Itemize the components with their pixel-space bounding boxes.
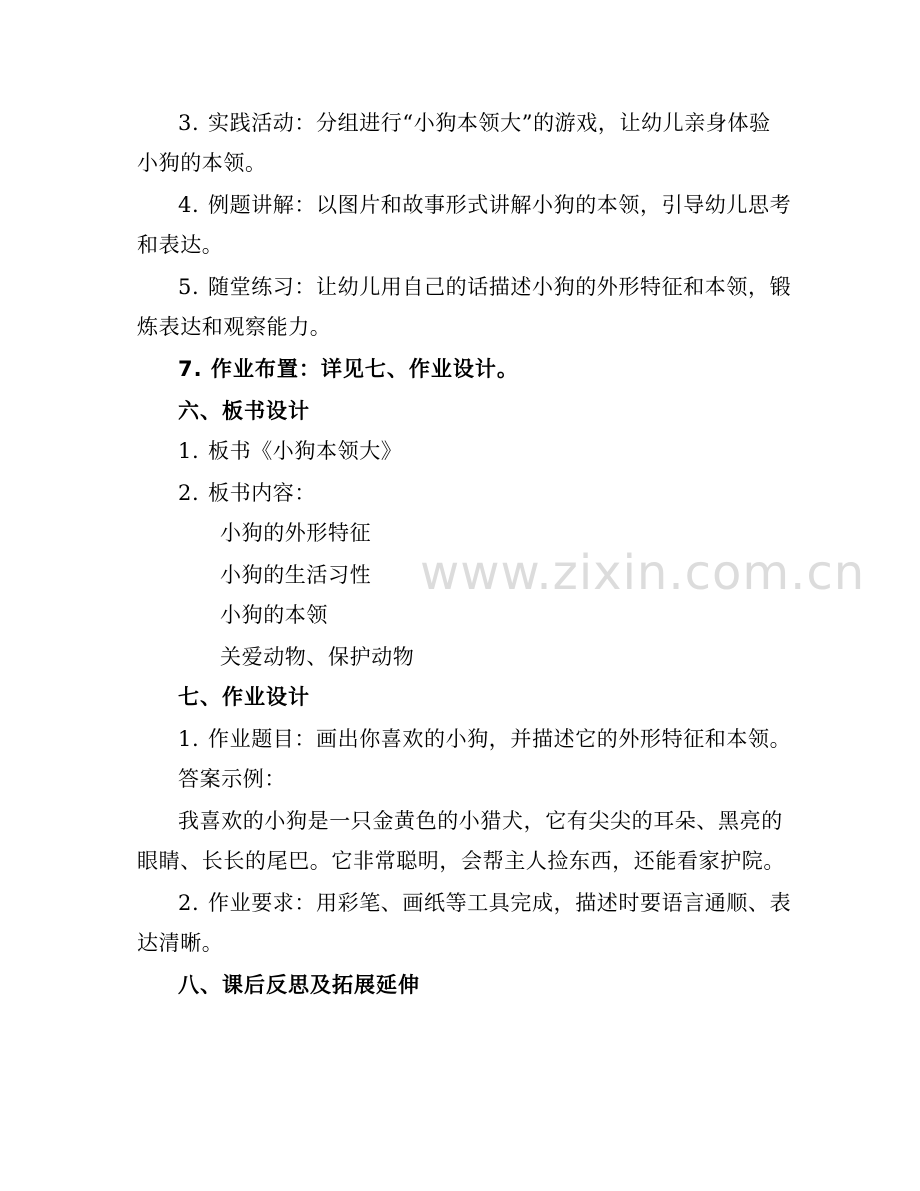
classroom-exercise-continuation: 炼表达和观察能力。 [137, 315, 332, 339]
homework-topic-line [178, 724, 791, 754]
item-number: 1. [178, 727, 200, 751]
practice-activity-line [178, 108, 771, 138]
board-item-skills: 小狗的本领 [220, 603, 328, 627]
practice-activity-continuation: 小狗的本领。 [137, 151, 267, 175]
paragraph-text: 实践活动：分组进行“小狗本领大”的游戏，让幼儿亲身体验 [208, 111, 771, 135]
board-item-appearance: 小狗的外形特征 [220, 521, 372, 545]
paragraph-text: 随堂练习：让幼儿用自己的话描述小狗的外形特征和本领，锻 [208, 275, 792, 299]
homework-assignment-line: 7. 作业布置：详见七、作业设计。 [178, 357, 519, 381]
item-number: 4. [178, 193, 200, 217]
example-explanation-continuation: 和表达。 [137, 233, 224, 257]
paragraph-text: 板书内容： [208, 481, 316, 505]
item-number: 3. [178, 111, 200, 135]
example-explanation-line [178, 190, 791, 220]
paragraph-text: 作业要求：用彩笔、画纸等工具完成，描述时要语言通顺、表 [208, 891, 792, 915]
answer-example-line: 我喜欢的小狗是一只金黄色的小猎犬，它有尖尖的耳朵、黑亮的 [178, 809, 783, 833]
paragraph-text: 板书《小狗本领大》 [208, 439, 403, 463]
item-number: 5. [178, 275, 200, 299]
watermark-text: www.zixin.com.cn [420, 545, 866, 601]
classroom-exercise-line [178, 272, 791, 302]
paragraph-text: 作业题目：画出你喜欢的小狗，并描述它的外形特征和本领。 [208, 727, 792, 751]
board-item-care: 关爱动物、保护动物 [220, 645, 415, 669]
section-heading-reflection: 八、课后反思及拓展延伸 [178, 973, 420, 997]
section-heading-homework-design: 七、作业设计 [178, 685, 310, 709]
item-number: 2. [178, 891, 200, 915]
board-title-line [178, 436, 402, 466]
item-number: 2. [178, 481, 200, 505]
paragraph-text: 例题讲解：以图片和故事形式讲解小狗的本领，引导幼儿思考 [208, 193, 792, 217]
item-number: 1. [178, 439, 200, 463]
homework-requirement-continuation: 达清晰。 [137, 931, 224, 955]
answer-example-label: 答案示例： [178, 767, 286, 791]
board-content-line [178, 478, 316, 508]
section-heading-board-design: 六、板书设计 [178, 399, 310, 423]
homework-requirement-line [178, 888, 791, 918]
answer-example-continuation: 眼睛、长长的尾巴。它非常聪明，会帮主人捡东西，还能看家护院。 [137, 849, 785, 873]
board-item-habits: 小狗的生活习性 [220, 563, 372, 587]
